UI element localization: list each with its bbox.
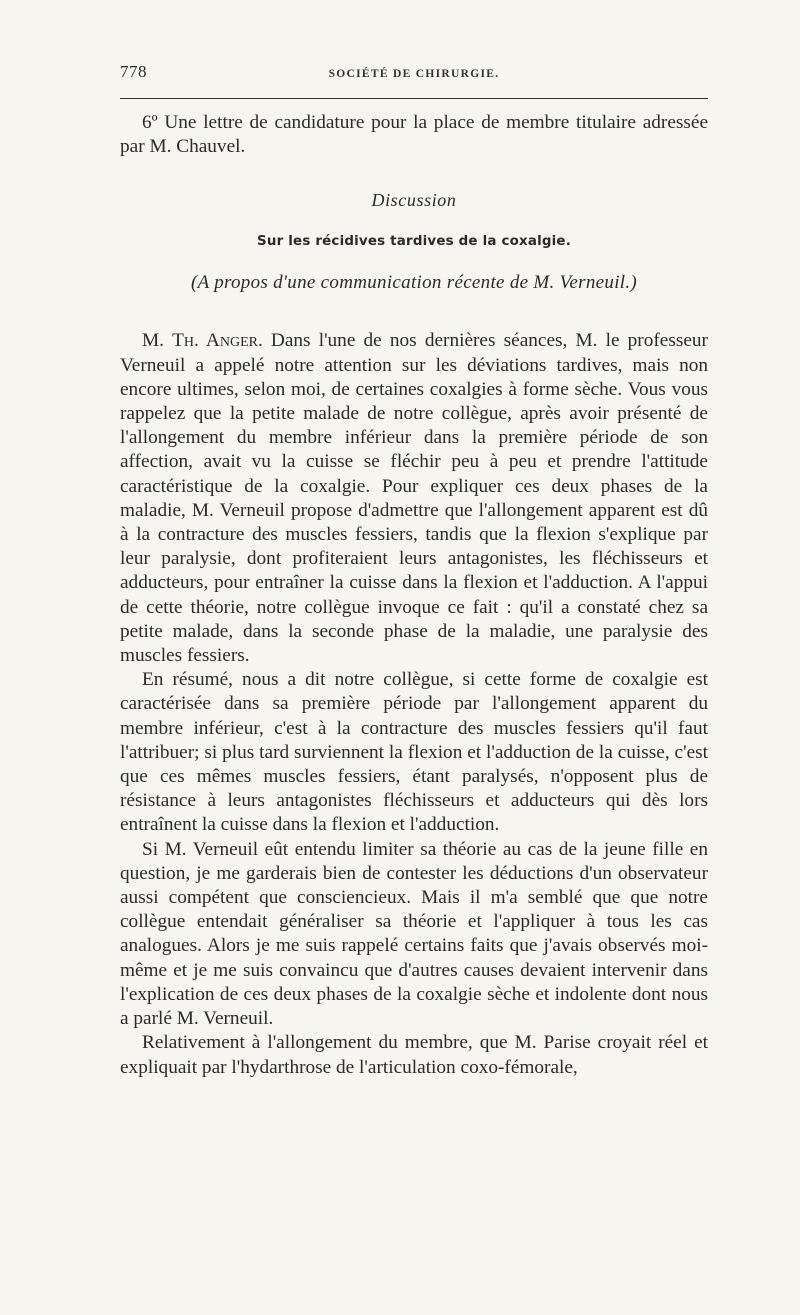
speaker-name: Th. Anger. [172, 330, 263, 352]
paragraph-4: Relativement à l'allongement du membre, que M. Parise croyait réel et expliquait par l'hydarthrose de l'articulation coxo-fémorale, [120, 1032, 708, 1078]
discussion-body [120, 329, 708, 1079]
speaker-prefix: M. [142, 330, 173, 352]
page-number: 778 [120, 62, 147, 81]
header-rule [120, 98, 708, 99]
paragraph-2: En résumé, nous a dit notre collègue, si cette forme de coxalgie est caractérisée dans sa première période par l'allongement apparent du membre inférieur, c'est à la contracture des muscles fessiers qu'il faut l'attribuer; si plus tard surviennent la flexion et l'adduction de la cuisse, c'est que ces mêmes muscles fessiers, étant paralysés, n'opposent plus de résistance à leurs antagonistes fléchisseurs et adducteurs qui dès lors entraînent la cuisse dans la flexion et l'adduction. [120, 669, 708, 836]
intro-item-paragraph: 6º Une lettre de candidature pour la place de membre titulaire adressée par M. Chauvel. [120, 112, 708, 158]
paragraph-3: Si M. Verneuil eût entendu limiter sa théorie au cas de la jeune fille en question, je me garderais bien de contester les déductions d'un observateur aussi compétent que consciencieux. Mais il m'a semblé que que notre collègue entendait généraliser sa théorie et l'appliquer à tous les cas analogues. Alors je me suis rappelé certains faits que j'avais observés moi-même et je me suis convaincu que d'autres causes devaient intervenir dans l'explication de ces deux phases de la coxalgie sèche et indolente dont nous a parlé M. Verneuil. [120, 838, 708, 1030]
running-head [120, 58, 708, 84]
section-heading: Discussion [371, 190, 457, 211]
running-title: SOCIÉTÉ DE CHIRURGIE. [328, 68, 500, 80]
subject-heading: Sur les récidives tardives de la coxalgie. [257, 234, 571, 250]
paragraph-1 [120, 329, 708, 668]
paragraph-1-text: Dans l'une de nos dernières séances, M. le professeur Verneuil a appelé notre attention sur les déviations tardives, mais non encore ultimes, selon moi, de certaines coxalgies à forme sèche. Vous vous rappelez que la petite malade de notre collègue, après avoir présenté de l'allongement du membre inférieur dans la première période de son affection, avait vu la cuisse se fléchir peu à peu et prendre l'attitude caractéristique de la coxalgie. Pour expliquer ces deux phases de la maladie, M. Verneuil propose d'admettre que l'allongement apparent est dû à la contracture des muscles fessiers, tandis que la flexion s'explique par leur paralysie, dont profiteraient leurs antagonistes, les fléchisseurs et adducteurs, pour entraîner la cuisse dans la flexion et l'adduction. A l'appui de cette théorie, notre collègue invoque ce fait : qu'il a constaté chez sa petite malade, dans la seconde phase de la maladie, une paralysie des muscles fessiers. [120, 330, 708, 667]
intro-block [120, 111, 708, 159]
apropos-line: (A propos d'une communication récente de M. Verneuil.) [190, 272, 638, 294]
book-page [120, 58, 708, 1080]
